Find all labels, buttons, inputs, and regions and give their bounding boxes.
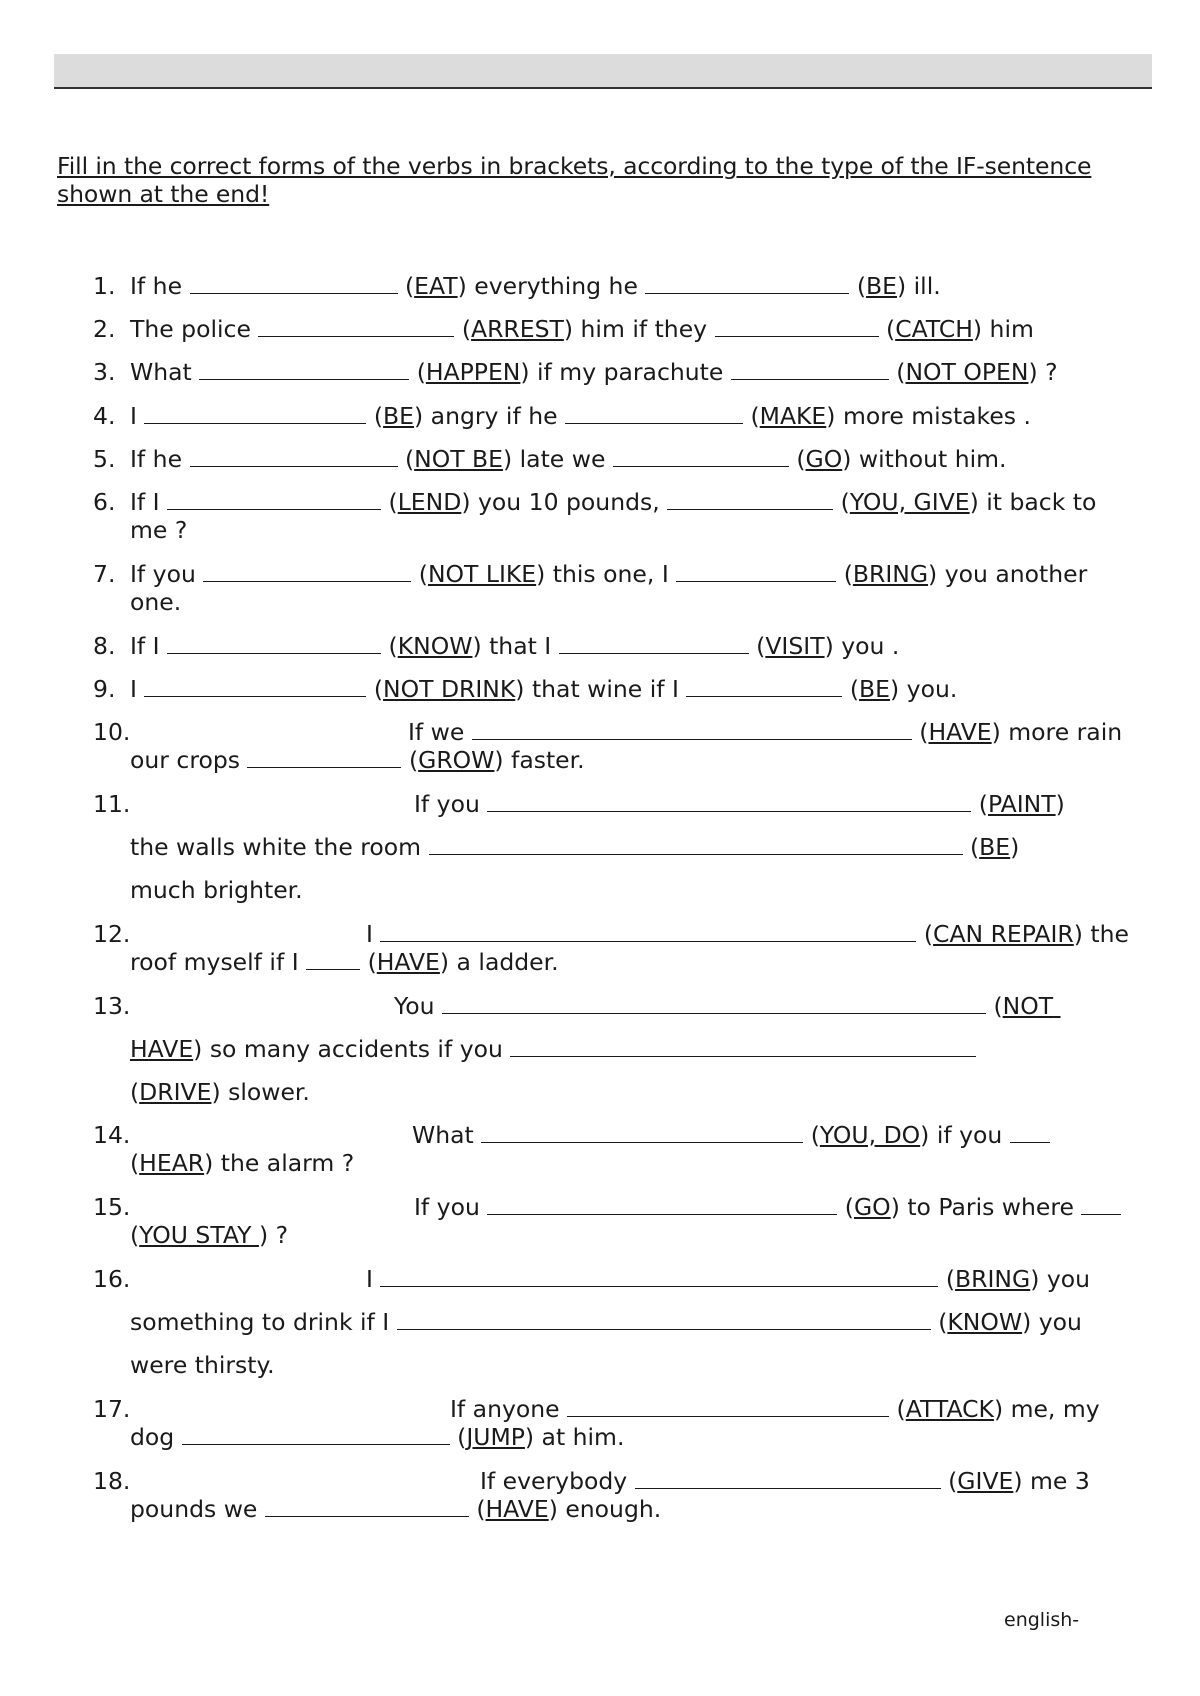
verb-hint: BE [859, 675, 891, 703]
text: the walls white the room [130, 833, 429, 861]
answer-blank[interactable] [190, 446, 398, 467]
answer-blank[interactable] [635, 1468, 941, 1489]
verb-hint: HAVE [928, 718, 992, 746]
text: The police [130, 315, 259, 343]
text: a ladder. [449, 948, 559, 976]
text: ? [1037, 358, 1058, 386]
verb-hint: BE [866, 272, 898, 300]
text: I [130, 675, 145, 703]
verb-hint: KNOW [947, 1308, 1023, 1336]
answer-blank[interactable] [559, 633, 749, 654]
text: him if they [573, 315, 715, 343]
exercise-number: 5. [93, 445, 116, 473]
answer-blank[interactable] [1081, 1194, 1121, 1215]
text: so many accidents if you [202, 1035, 511, 1063]
verb-hint: CATCH [895, 315, 973, 343]
text: angry if he [423, 402, 566, 430]
text: more mistakes . [835, 402, 1031, 430]
answer-blank[interactable] [258, 316, 454, 337]
text: If I [130, 488, 168, 516]
exercise-number: 12. [93, 920, 131, 948]
verb-hint: PAINT [987, 790, 1056, 818]
text: if you [929, 1121, 1010, 1149]
text: I [130, 402, 145, 430]
footer-text: english- [1004, 1609, 1080, 1631]
exercise-number: 17. [93, 1395, 131, 1423]
answer-blank[interactable] [567, 1396, 889, 1417]
text: me, my [1003, 1395, 1100, 1423]
verb-hint: KNOW [397, 632, 473, 660]
answer-blank[interactable] [190, 273, 398, 294]
verb-hint: HAVE [130, 1035, 194, 1063]
text: me ? [130, 516, 188, 544]
text: the alarm ? [213, 1149, 355, 1177]
text: slower. [220, 1078, 310, 1106]
answer-blank[interactable] [397, 1309, 931, 1330]
verb-hint: DRIVE [139, 1078, 212, 1106]
verb-hint: GROW [418, 746, 495, 774]
text: faster. [503, 746, 585, 774]
answer-blank[interactable] [380, 1266, 938, 1287]
text: something to drink if I [130, 1308, 397, 1336]
exercise-number: 8. [93, 632, 116, 660]
answer-blank[interactable] [487, 791, 971, 812]
text: it back to [978, 488, 1097, 516]
text: at him. [534, 1423, 625, 1451]
verb-hint: NOT OPEN [905, 358, 1029, 386]
answer-blank[interactable] [1010, 1122, 1050, 1143]
answer-blank[interactable] [487, 1194, 837, 1215]
verb-hint: GIVE [957, 1467, 1014, 1495]
verb-hint: HAPPEN [425, 358, 521, 386]
text: this one, I [545, 560, 677, 588]
header-bar [54, 54, 1152, 89]
text: If you [414, 1193, 488, 1221]
text: you [1039, 1265, 1091, 1293]
exercise-number: 6. [93, 488, 116, 516]
verb-hint: NOT LIKE [427, 560, 537, 588]
text: What [130, 358, 200, 386]
text: What [412, 1121, 482, 1149]
text: pounds we [130, 1495, 265, 1523]
exercise-number: 1. [93, 272, 116, 300]
answer-blank[interactable] [144, 676, 366, 697]
text: ill. [906, 272, 941, 300]
text: if my parachute [529, 358, 731, 386]
answer-blank[interactable] [442, 993, 986, 1014]
verb-hint: YOU, DO [819, 1121, 921, 1149]
verb-hint: HEAR [139, 1149, 205, 1177]
text: I [366, 920, 381, 948]
verb-hint: ARREST [471, 315, 564, 343]
verb-hint: EAT [414, 272, 458, 300]
verb-hint: HAVE [376, 948, 440, 976]
exercise-number: 2. [93, 315, 116, 343]
text: I [366, 1265, 381, 1293]
text: If he [130, 272, 190, 300]
answer-blank[interactable] [715, 316, 879, 337]
answer-blank[interactable] [481, 1122, 803, 1143]
text: If anyone [450, 1395, 568, 1423]
verb-hint: JUMP [466, 1423, 525, 1451]
verb-hint: GO [805, 445, 843, 473]
exercise-number: 10. [93, 718, 131, 746]
verb-hint: BRING [852, 560, 929, 588]
text: the [1082, 920, 1129, 948]
verb-hint: NOT [1002, 992, 1054, 1020]
verb-hint: YOU STAY [139, 1221, 259, 1249]
answer-blank[interactable] [144, 403, 366, 424]
answer-blank[interactable] [613, 446, 789, 467]
instructions: Fill in the correct forms of the verbs in brackets, according to the type of the IF-sentence shown at the end! [57, 152, 1092, 208]
answer-blank[interactable] [182, 1424, 450, 1445]
text: our crops [130, 746, 248, 774]
answer-blank[interactable] [667, 489, 833, 510]
exercise-number: 4. [93, 402, 116, 430]
answer-blank[interactable] [686, 676, 842, 697]
exercise-number: 14. [93, 1121, 131, 1149]
text: ? [268, 1221, 289, 1249]
text: that wine if I [524, 675, 687, 703]
exercise-number: 18. [93, 1467, 131, 1495]
exercise-number: 7. [93, 560, 116, 588]
answer-blank[interactable] [645, 273, 849, 294]
answer-blank[interactable] [565, 403, 743, 424]
text: If everybody [480, 1467, 635, 1495]
text: more rain [1000, 718, 1123, 746]
text: that I [481, 632, 559, 660]
answer-blank[interactable] [199, 359, 409, 380]
verb-hint: MAKE [759, 402, 827, 430]
exercise-number: 16. [93, 1265, 131, 1293]
answer-blank[interactable] [472, 719, 912, 740]
text: you [1031, 1308, 1082, 1336]
verb-hint: GO [853, 1193, 891, 1221]
answer-blank[interactable] [167, 489, 381, 510]
text: one. [130, 588, 182, 616]
text: without him. [851, 445, 1007, 473]
exercise-number: 13. [93, 992, 131, 1020]
text: If I [130, 632, 168, 660]
text: him [982, 315, 1034, 343]
verb-hint: BE [383, 402, 415, 430]
text: If you [130, 560, 204, 588]
verb-hint: YOU, GIVE [849, 488, 970, 516]
text: you. [899, 675, 958, 703]
text: You [394, 992, 442, 1020]
verb-hint: NOT DRINK [383, 675, 516, 703]
verb-hint: NOT BE [414, 445, 504, 473]
verb-hint: BE [979, 833, 1011, 861]
exercise-number: 11. [93, 790, 131, 818]
answer-blank[interactable] [247, 747, 401, 768]
text: you 10 pounds, [470, 488, 668, 516]
answer-blank[interactable] [203, 561, 411, 582]
text: me 3 [1022, 1467, 1090, 1495]
verb-hint: ATTACK [905, 1395, 994, 1423]
answer-blank[interactable] [380, 921, 916, 942]
answer-blank[interactable] [731, 359, 889, 380]
verb-hint: HAVE [485, 1495, 549, 1523]
answer-blank[interactable] [429, 834, 963, 855]
verb-hint: BRING [955, 1265, 1031, 1293]
text: much brighter. [130, 876, 303, 904]
answer-blank[interactable] [265, 1496, 469, 1517]
text: roof myself if I [130, 948, 307, 976]
text: dog [130, 1423, 182, 1451]
answer-blank[interactable] [510, 1036, 976, 1057]
text: enough. [557, 1495, 662, 1523]
text: you . [833, 632, 900, 660]
answer-blank[interactable] [306, 949, 360, 970]
text: were thirsty. [130, 1351, 275, 1379]
verb-hint: VISIT [765, 632, 825, 660]
answer-blank[interactable] [676, 561, 836, 582]
exercise-number: 3. [93, 358, 116, 386]
exercise-number: 15. [93, 1193, 131, 1221]
text: to Paris where [899, 1193, 1082, 1221]
exercise-number: 9. [93, 675, 116, 703]
text: If he [130, 445, 190, 473]
text: everything he [466, 272, 646, 300]
answer-blank[interactable] [167, 633, 381, 654]
text: late we [512, 445, 613, 473]
text: you another [937, 560, 1088, 588]
text: If you [414, 790, 488, 818]
verb-hint: LEND [397, 488, 462, 516]
text: If we [408, 718, 472, 746]
verb-hint: CAN REPAIR [933, 920, 1074, 948]
